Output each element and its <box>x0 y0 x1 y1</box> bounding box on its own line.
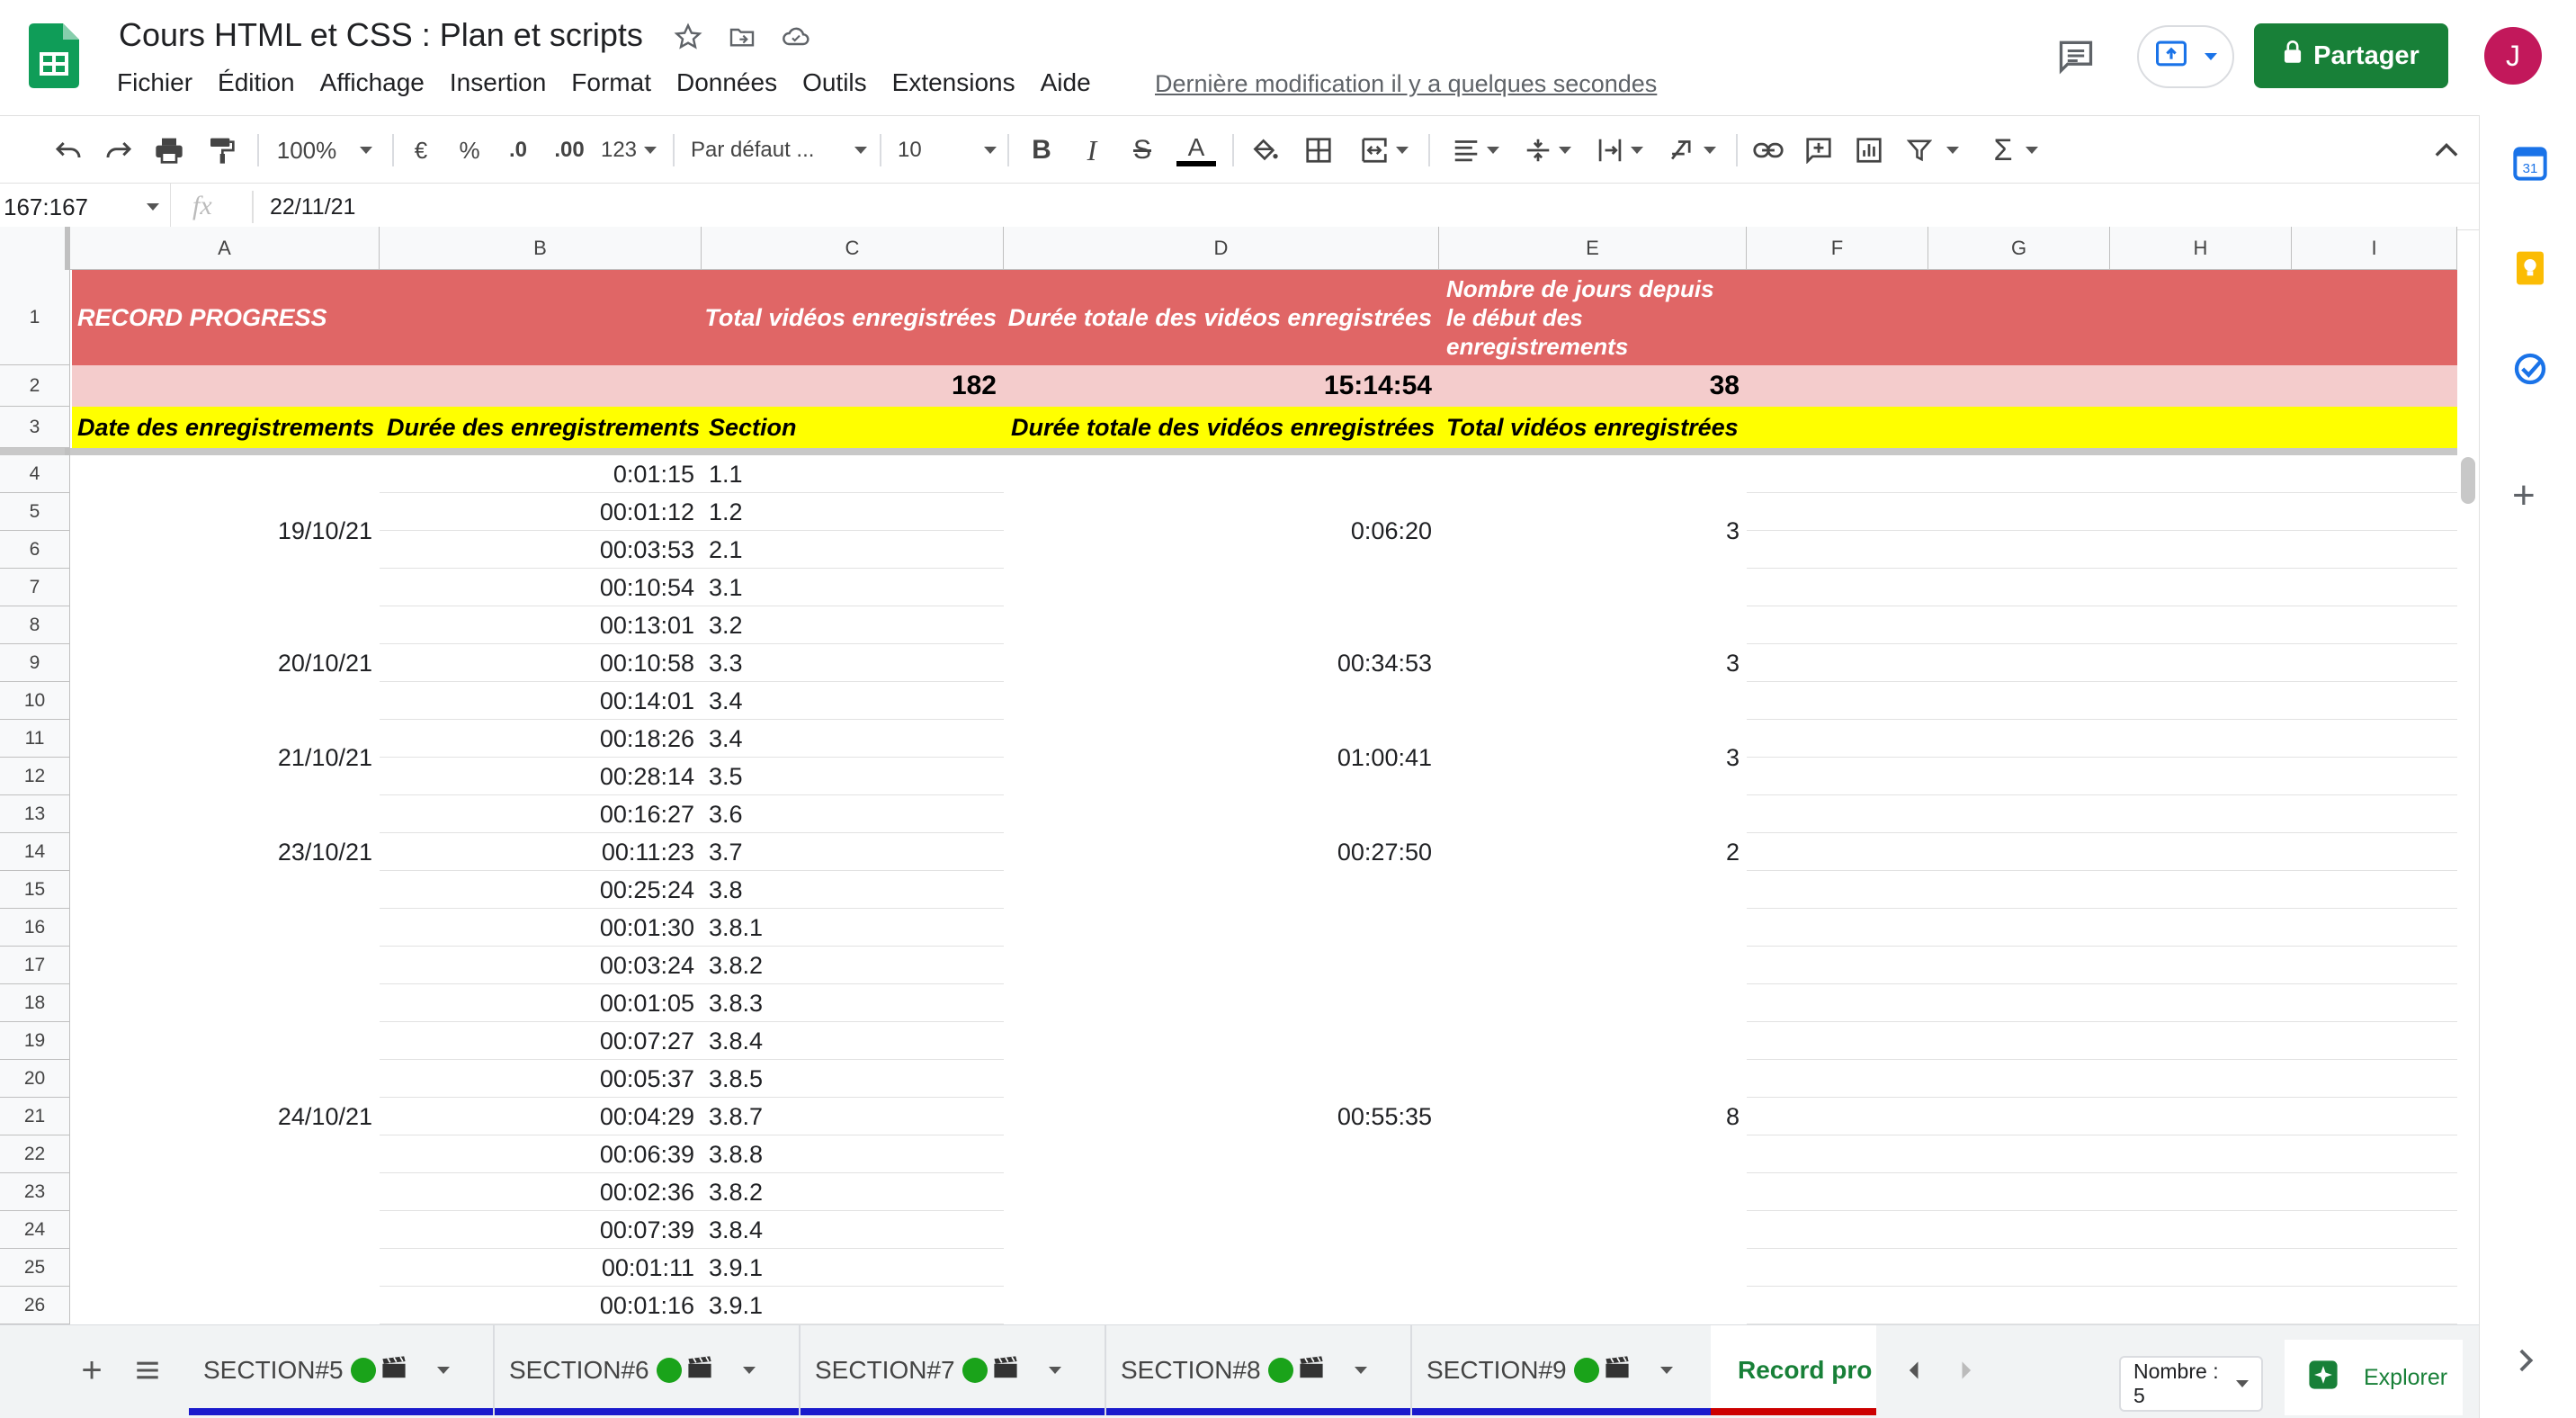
column-header-d[interactable]: D <box>1004 227 1439 270</box>
total-videos-label[interactable]: Total vidéos enregistrées <box>1446 413 1739 441</box>
column-header-h[interactable]: H <box>2110 227 2292 270</box>
menu-data[interactable]: Données <box>675 68 778 96</box>
percent-format-button[interactable]: % <box>459 136 480 164</box>
comments-icon[interactable] <box>2056 36 2096 76</box>
record-progress-title[interactable]: RECORD PROGRESS <box>77 303 327 331</box>
section-label[interactable]: Section <box>709 413 797 441</box>
row-header-13[interactable]: 13 <box>0 795 70 833</box>
chevron-down-icon <box>1559 147 1571 154</box>
group-count-cell[interactable]: 3 <box>1439 455 1747 606</box>
row-header-19[interactable]: 19 <box>0 1022 70 1060</box>
menu-help[interactable]: Aide <box>1040 68 1091 96</box>
sheet-tab-label: SECTION#9 <box>1427 1356 1567 1384</box>
section-cell[interactable]: 3.1 <box>709 573 743 601</box>
text-wrapping-icon[interactable] <box>1588 129 1651 172</box>
row-header-14[interactable]: 14 <box>0 833 70 871</box>
menu-extensions[interactable]: Extensions <box>891 68 1015 96</box>
total-duration-value[interactable]: 15:14:54 <box>1323 371 1432 400</box>
group-count-cell[interactable]: 2 <box>1439 795 1747 909</box>
group-count-cell[interactable]: 8 <box>1439 909 1747 1324</box>
total-duration-header[interactable]: Durée totale des vidéos enregistrées <box>1007 303 1432 331</box>
menu-insert[interactable]: Insertion <box>449 68 547 96</box>
present-button[interactable] <box>2137 25 2234 88</box>
row-header-10[interactable]: 10 <box>0 682 70 720</box>
print-icon[interactable] <box>151 129 187 172</box>
toolbar-divider <box>392 134 394 166</box>
row-header-25[interactable]: 25 <box>0 1249 70 1287</box>
sheet-tab-label: SECTION#8 <box>1121 1356 1261 1384</box>
toolbar-divider <box>1736 134 1738 166</box>
section-cell[interactable]: 3.8.8 <box>709 1140 764 1168</box>
calendar-icon[interactable] <box>2512 146 2548 186</box>
section-cell[interactable]: 3.9.1 <box>709 1253 764 1281</box>
group-duration-cell[interactable]: 01:00:41 <box>1004 720 1439 795</box>
row-header-9[interactable]: 9 <box>0 644 70 682</box>
days-since-start-line: le début des <box>1446 304 1583 331</box>
section-cell[interactable]: 3.8.5 <box>709 1064 764 1092</box>
tasks-icon[interactable] <box>2512 351 2548 391</box>
menu-format[interactable]: Format <box>571 68 651 96</box>
sum-label: Nombre : 5 <box>2133 1360 2219 1407</box>
svg-text:31: 31 <box>2522 161 2538 176</box>
chevron-down-icon <box>2026 147 2038 154</box>
row-header-12[interactable]: 12 <box>0 758 70 795</box>
formula-bar <box>0 184 2479 230</box>
row-header-26[interactable]: 26 <box>0 1287 70 1324</box>
spreadsheet-grid <box>0 227 2457 1324</box>
row-header-24[interactable]: 24 <box>0 1211 70 1249</box>
menu-edit[interactable]: Édition <box>218 68 295 96</box>
document-title[interactable]: Cours HTML et CSS : Plan et scripts <box>119 16 643 53</box>
group-duration-cell[interactable]: 00:27:50 <box>1004 795 1439 909</box>
chevron-down-icon <box>1355 1367 1367 1374</box>
sheet-tab-label: SECTION#7 <box>815 1356 955 1384</box>
chevron-down-icon <box>1396 147 1409 154</box>
keep-icon[interactable] <box>2512 250 2548 291</box>
zoom-value: 100% <box>276 136 337 164</box>
frozen-rows-divider[interactable] <box>0 448 2457 455</box>
explore-label: Explorer <box>2364 1364 2448 1390</box>
insert-chart-icon[interactable] <box>1849 129 1889 172</box>
decrease-decimals-button[interactable]: .0 <box>508 138 527 162</box>
bold-icon[interactable]: B <box>1032 135 1051 165</box>
toolbar-divider <box>257 134 259 166</box>
explore-button[interactable] <box>2285 1340 2463 1415</box>
duration-cell[interactable]: 00:03:53 <box>599 535 694 563</box>
section-cell[interactable]: 3.8.4 <box>709 1216 764 1243</box>
days-since-start-value[interactable]: 38 <box>1709 371 1740 400</box>
date-cell[interactable]: 20/10/21 <box>70 606 380 720</box>
duration-cell[interactable]: 00:06:39 <box>599 1140 694 1168</box>
total-videos-header[interactable]: Total vidéos enregistrées <box>704 303 997 331</box>
section-cell[interactable]: 3.9.1 <box>709 1291 764 1319</box>
menu-bar <box>117 68 1116 97</box>
row-header-3[interactable]: 3 <box>0 407 70 448</box>
duration-cell[interactable]: 00:01:05 <box>599 989 694 1017</box>
duration-cell[interactable]: 00:01:30 <box>599 913 694 941</box>
row-header-2[interactable]: 2 <box>0 365 70 407</box>
chevron-down-icon <box>2236 1380 2249 1387</box>
chevron-down-icon <box>1049 1367 1061 1374</box>
formula-divider <box>252 191 254 223</box>
menu-tools[interactable]: Outils <box>802 68 867 96</box>
font-family-select[interactable] <box>691 129 867 172</box>
duration-cell[interactable]: 00:04:29 <box>599 1102 694 1130</box>
chevron-down-icon <box>854 147 867 154</box>
text-color-icon[interactable]: A <box>1175 129 1218 172</box>
column-header-b[interactable]: B <box>380 227 702 270</box>
recording-date-label[interactable]: Date des enregistrements <box>77 413 375 441</box>
row-header-5[interactable]: 5 <box>0 493 70 531</box>
chevron-down-icon <box>743 1367 756 1374</box>
duration-cell[interactable]: 00:01:12 <box>599 498 694 525</box>
section-cell[interactable]: 3.7 <box>709 838 743 866</box>
chevron-down-icon <box>1946 147 1959 154</box>
date-cell[interactable]: 24/10/21 <box>70 909 380 1324</box>
italic-icon[interactable]: I <box>1087 133 1097 166</box>
duration-cell[interactable]: 00:01:11 <box>601 1253 694 1281</box>
toolbar-divider <box>1428 134 1430 166</box>
section-cell[interactable]: 3.8.3 <box>709 989 764 1017</box>
duration-cell[interactable]: 00:25:24 <box>599 875 694 903</box>
vertical-align-icon[interactable] <box>1516 129 1579 172</box>
undo-icon[interactable] <box>50 129 86 172</box>
green-circle-icon <box>1574 1358 1599 1383</box>
row-header-17[interactable]: 17 <box>0 947 70 984</box>
toolbar-divider <box>880 134 881 166</box>
section-cell[interactable]: 3.8.2 <box>709 951 764 979</box>
row-header-21[interactable]: 21 <box>0 1098 70 1135</box>
sum-dropdown[interactable] <box>2119 1356 2263 1412</box>
duration-cell[interactable]: 00:10:58 <box>599 649 694 677</box>
recording-duration-label[interactable]: Durée des enregistrements <box>387 413 701 441</box>
group-count-cell[interactable]: 3 <box>1439 606 1747 720</box>
filter-icon[interactable] <box>1901 129 1964 172</box>
chevron-down-icon <box>1487 147 1499 154</box>
column-header-a[interactable]: A <box>70 227 380 270</box>
chevron-down-icon <box>437 1367 450 1374</box>
duration-cell[interactable]: 00:28:14 <box>599 762 694 790</box>
lock-icon <box>2283 40 2303 71</box>
active-sheet-label: Record pro <box>1738 1356 1873 1384</box>
clapper-icon <box>687 1356 712 1386</box>
star-icon[interactable] <box>671 20 705 54</box>
section-cell[interactable]: 1.1 <box>709 460 743 488</box>
sheet-tab-section-5[interactable] <box>189 1325 495 1415</box>
green-circle-icon <box>962 1358 988 1383</box>
more-formats-label: 123 <box>600 138 638 162</box>
row-header-20[interactable]: 20 <box>0 1060 70 1098</box>
duration-cell[interactable]: 00:07:39 <box>599 1216 694 1243</box>
column-header-f[interactable]: F <box>1747 227 1928 270</box>
formula-input[interactable]: 22/11/21 <box>270 194 356 220</box>
duration-cell[interactable]: 00:13:01 <box>599 611 694 639</box>
sheet-tab-section-7[interactable] <box>801 1325 1106 1415</box>
scroll-tabs-right-icon[interactable] <box>1954 1325 1981 1415</box>
font-family-value: Par défaut ... <box>691 138 815 162</box>
row-header-7[interactable]: 7 <box>0 569 70 606</box>
increase-decimals-button[interactable]: .00 <box>554 138 585 162</box>
duration-cell[interactable]: 0:01:15 <box>613 460 694 488</box>
collapse-toolbar-icon[interactable] <box>2428 129 2464 172</box>
row-header-8[interactable]: 8 <box>0 606 70 644</box>
column-header-g[interactable]: G <box>1928 227 2110 270</box>
chevron-down-icon <box>147 203 159 211</box>
fill-color-icon[interactable] <box>1245 129 1284 172</box>
section-cell[interactable]: 3.4 <box>709 724 743 752</box>
share-label: Partager <box>2313 40 2419 70</box>
name-box-value: 167:167 <box>4 193 88 220</box>
section-cell[interactable]: 3.8.2 <box>709 1178 764 1206</box>
row-header-11[interactable]: 11 <box>0 720 70 758</box>
section-cell[interactable]: 3.8.4 <box>709 1027 764 1055</box>
green-circle-icon <box>1268 1358 1293 1383</box>
font-size-value: 10 <box>898 138 922 162</box>
redo-icon[interactable] <box>101 129 137 172</box>
currency-format-button[interactable]: € <box>414 136 428 164</box>
clapper-icon <box>1605 1356 1630 1386</box>
section-cell[interactable]: 3.2 <box>709 611 743 639</box>
scroll-tabs-left-icon[interactable] <box>1900 1325 1927 1415</box>
date-cell[interactable]: 21/10/21 <box>70 720 380 795</box>
chevron-down-icon <box>1704 147 1716 154</box>
zoom-select[interactable] <box>275 129 374 172</box>
menu-file[interactable]: Fichier <box>117 68 193 96</box>
sheet-tab-section-9[interactable] <box>1412 1325 1718 1415</box>
row-header-1[interactable]: 1 <box>0 270 70 365</box>
move-folder-icon[interactable] <box>725 20 759 54</box>
sheet-tab-record-progress[interactable] <box>1711 1325 1876 1415</box>
present-icon <box>2154 40 2188 75</box>
menu-view[interactable]: Affichage <box>319 68 425 96</box>
total-duration-label[interactable]: Durée totale des vidéos enregistrées <box>1011 413 1436 441</box>
cloud-saved-icon[interactable] <box>779 20 813 54</box>
sheet-tab-section-6[interactable] <box>495 1325 801 1415</box>
section-cell[interactable]: 1.2 <box>709 498 743 525</box>
insert-comment-icon[interactable] <box>1799 129 1838 172</box>
duration-cell[interactable]: 00:18:26 <box>599 724 694 752</box>
green-circle-icon <box>657 1358 682 1383</box>
vertical-scroll-thumb[interactable] <box>2461 457 2475 504</box>
column-header-e[interactable]: E <box>1439 227 1747 270</box>
duration-cell[interactable]: 00:11:23 <box>601 838 694 866</box>
row-header-22[interactable]: 22 <box>0 1135 70 1173</box>
clapper-icon <box>381 1356 407 1386</box>
section-cell[interactable]: 3.6 <box>709 800 743 828</box>
section-cell[interactable]: 3.5 <box>709 762 743 790</box>
duration-cell[interactable]: 00:01:16 <box>599 1291 694 1319</box>
total-videos-value[interactable]: 182 <box>951 371 997 400</box>
name-box[interactable] <box>0 184 171 230</box>
paint-format-icon[interactable] <box>203 129 239 172</box>
strikethrough-icon[interactable]: S <box>1132 135 1151 165</box>
toolbar-divider <box>1007 134 1009 166</box>
chevron-down-icon <box>360 147 372 154</box>
days-since-start-line: enregistrements <box>1446 333 1629 360</box>
chevron-down-icon <box>2205 53 2217 60</box>
avatar[interactable]: J <box>2484 27 2542 85</box>
side-panel <box>2479 115 2576 1418</box>
clapper-icon <box>1299 1356 1324 1386</box>
all-sheets-icon[interactable] <box>130 1325 165 1415</box>
duration-cell[interactable]: 00:07:27 <box>599 1027 694 1055</box>
section-cell[interactable]: 3.4 <box>709 687 743 714</box>
row-header-18[interactable]: 18 <box>0 984 70 1022</box>
sheet-tab-label: SECTION#6 <box>509 1356 649 1384</box>
functions-icon[interactable]: Σ <box>1984 129 2047 172</box>
group-count-cell[interactable]: 3 <box>1439 720 1747 795</box>
section-cell[interactable]: 3.8.7 <box>709 1102 764 1130</box>
expand-panel-icon[interactable] <box>2518 1348 2536 1378</box>
row-header-23[interactable]: 23 <box>0 1173 70 1211</box>
section-cell[interactable]: 2.1 <box>709 535 743 563</box>
days-since-start-line: Nombre de jours depuis <box>1446 275 1714 302</box>
row-header-6[interactable]: 6 <box>0 531 70 569</box>
duration-cell[interactable]: 00:03:24 <box>599 951 694 979</box>
share-button[interactable] <box>2254 23 2448 88</box>
column-header-i[interactable]: I <box>2292 227 2457 270</box>
duration-cell[interactable]: 00:05:37 <box>599 1064 694 1092</box>
borders-icon[interactable] <box>1299 129 1338 172</box>
clapper-icon <box>993 1356 1018 1386</box>
sheet-tabs-bar <box>0 1324 2479 1418</box>
select-all-corner[interactable] <box>0 227 70 270</box>
column-header-bar <box>0 227 2457 270</box>
insert-link-icon[interactable] <box>1749 129 1788 172</box>
text-rotation-icon[interactable] <box>1660 129 1723 172</box>
days-since-start-header[interactable] <box>1446 270 1752 365</box>
last-edit-link[interactable]: Dernière modification il y a quelques secondes <box>1155 70 1658 97</box>
row-header-15[interactable]: 15 <box>0 871 70 909</box>
chevron-down-icon <box>644 147 657 154</box>
duration-cell[interactable]: 00:14:01 <box>599 687 694 714</box>
chevron-down-icon <box>1660 1367 1673 1374</box>
explore-icon <box>2308 1360 2339 1396</box>
section-cell[interactable]: 3.3 <box>709 649 743 677</box>
group-duration-cell[interactable]: 00:34:53 <box>1004 606 1439 720</box>
section-cell[interactable]: 3.8 <box>709 875 743 903</box>
group-duration-cell[interactable]: 00:55:35 <box>1004 909 1439 1324</box>
duration-cell[interactable]: 00:10:54 <box>599 573 694 601</box>
sheets-logo-icon[interactable] <box>29 23 79 88</box>
section-cell[interactable]: 3.8.1 <box>709 913 764 941</box>
merge-cells-icon[interactable] <box>1353 129 1416 172</box>
group-duration-cell[interactable]: 0:06:20 <box>1004 455 1439 606</box>
sheet-tab-section-8[interactable] <box>1106 1325 1412 1415</box>
toolbar <box>0 115 2479 184</box>
more-formats-button[interactable] <box>599 129 658 172</box>
column-header-c[interactable]: C <box>702 227 1004 270</box>
row-header-4[interactable]: 4 <box>0 455 70 493</box>
toolbar-divider <box>673 134 675 166</box>
row-header-16[interactable]: 16 <box>0 909 70 947</box>
green-circle-icon <box>351 1358 376 1383</box>
font-size-select[interactable] <box>898 129 997 172</box>
date-cell[interactable]: 23/10/21 <box>70 795 380 909</box>
horizontal-align-icon[interactable] <box>1445 129 1507 172</box>
toolbar-divider <box>1232 134 1234 166</box>
date-cell[interactable]: 19/10/21 <box>70 455 380 606</box>
duration-cell[interactable]: 00:02:36 <box>599 1178 694 1206</box>
add-sheet-icon[interactable]: + <box>81 1350 103 1390</box>
add-addon-icon[interactable]: + <box>2512 473 2536 517</box>
sheet-tab-label: SECTION#5 <box>203 1356 344 1384</box>
duration-cell[interactable]: 00:16:27 <box>599 800 694 828</box>
fx-icon: fx <box>192 191 212 220</box>
chevron-down-icon <box>984 147 997 154</box>
chevron-down-icon <box>1631 147 1643 154</box>
